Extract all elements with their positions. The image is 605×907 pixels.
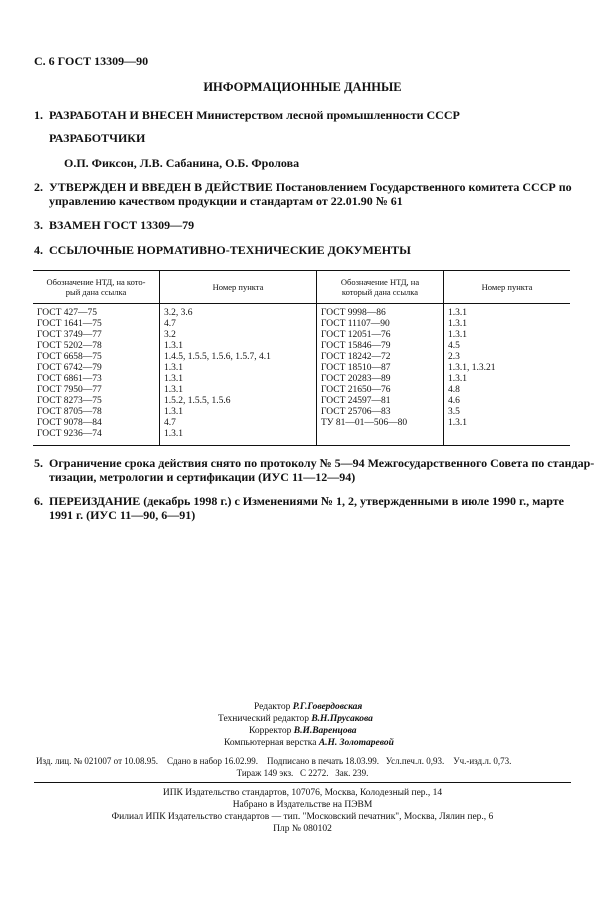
ntd-cell: ГОСТ 20283—89 bbox=[317, 374, 444, 385]
section-5-number: 5. bbox=[34, 456, 43, 470]
table-row bbox=[33, 330, 570, 341]
ntd-cell: ГОСТ 11107—90 bbox=[317, 319, 444, 330]
section-2-number: 2. bbox=[34, 180, 43, 194]
section-1 bbox=[34, 108, 460, 122]
clause-cell: 2.3 bbox=[448, 352, 460, 362]
editor-label: Редактор bbox=[254, 702, 293, 712]
publisher-line-2: Набрано в Издательстве на ПЭВМ bbox=[232, 800, 373, 810]
ntd-cell: ГОСТ 24597—81 bbox=[317, 396, 444, 407]
clause-cell: 1.3.1 bbox=[160, 429, 317, 446]
section-2-text-line2: управлению качеством продукции и стандартам от 22.01.90 № 61 bbox=[49, 194, 403, 208]
section-6-lead: ПЕРЕИЗДАНИЕ bbox=[49, 494, 141, 508]
section-5-line2: тизации, метрологии и сертификации (ИУС 11—12—94) bbox=[49, 470, 356, 484]
ntd-cell: ГОСТ 7950—77 bbox=[33, 385, 160, 396]
ntd-cell: ГОСТ 9078—84 bbox=[33, 418, 160, 429]
ntd-cell: ТУ 81—01—506—80 bbox=[317, 418, 444, 429]
header-text: Обозначение НТД, на bbox=[340, 277, 420, 287]
section-3 bbox=[34, 218, 194, 232]
clause-cell: 4.5 bbox=[448, 341, 460, 351]
clause-cell: 1.3.1 bbox=[160, 374, 317, 385]
publisher-line-4: Плр № 080102 bbox=[273, 824, 332, 834]
section-5 bbox=[34, 456, 594, 470]
clause-cell: 1.3.1 bbox=[160, 407, 317, 418]
table-row bbox=[33, 304, 570, 320]
clause-cell: 1.3.1, 1.3.21 bbox=[448, 363, 496, 373]
table-row bbox=[33, 341, 570, 352]
header-text: Обозначение НТД, на кото- bbox=[46, 277, 146, 287]
section-6-number: 6. bbox=[34, 494, 43, 508]
developers-label: РАЗРАБОТЧИКИ bbox=[49, 131, 146, 145]
imprint-circulation: Тираж 149 экз. С 2272. Зак. 239. bbox=[236, 768, 369, 778]
section-4-number: 4. bbox=[34, 243, 43, 257]
clause-cell: 4.7 bbox=[160, 418, 317, 429]
corrector-label: Корректор bbox=[249, 726, 294, 736]
header-text: который дана ссылка bbox=[341, 287, 419, 297]
section-4 bbox=[34, 243, 411, 257]
section-3-number: 3. bbox=[34, 218, 43, 232]
table-row bbox=[33, 396, 570, 407]
clause-cell: 1.3.1 bbox=[448, 308, 467, 318]
imprint-tech-editor bbox=[218, 714, 373, 724]
ntd-cell: ГОСТ 8705—78 bbox=[33, 407, 160, 418]
table-row bbox=[33, 363, 570, 374]
ntd-cell: ГОСТ 1641—75 bbox=[33, 319, 160, 330]
table-row bbox=[33, 385, 570, 396]
header-text: рый дана ссылка bbox=[65, 287, 127, 297]
imprint-layout bbox=[224, 738, 394, 748]
section-1-text: Министерством лесной промышленности СССР bbox=[193, 108, 460, 122]
ntd-cell: ГОСТ 18242—72 bbox=[317, 352, 444, 363]
corrector-name: В.И.Варенцова bbox=[293, 726, 357, 736]
table-row bbox=[33, 374, 570, 385]
clause-cell: 1.3.1 bbox=[160, 363, 317, 374]
ntd-cell: ГОСТ 6658—75 bbox=[33, 352, 160, 363]
ntd-cell: ГОСТ 8273—75 bbox=[33, 396, 160, 407]
publisher-line-1: ИПК Издательство стандартов, 107076, Москва, Колодезный пер., 14 bbox=[162, 788, 443, 798]
clause-cell: 1.3.1 bbox=[448, 418, 467, 428]
table-header-clause-2: Номер пункта bbox=[444, 271, 571, 304]
clause-cell: 1.3.1 bbox=[160, 341, 317, 352]
ntd-cell: ГОСТ 6861—73 bbox=[33, 374, 160, 385]
clause-cell: 3.2 bbox=[160, 330, 317, 341]
developers-list: О.П. Фиксон, Л.В. Сабанина, О.Б. Фролова bbox=[64, 156, 300, 170]
ntd-cell: ГОСТ 18510—87 bbox=[317, 363, 444, 374]
imprint-divider bbox=[34, 782, 571, 783]
table-row bbox=[33, 352, 570, 363]
ntd-cell: ГОСТ 427—75 bbox=[33, 304, 160, 320]
table-row bbox=[33, 319, 570, 330]
ntd-cell: ГОСТ 25706—83 bbox=[317, 407, 444, 418]
ntd-cell bbox=[317, 429, 444, 446]
ntd-cell: ГОСТ 15846—79 bbox=[317, 341, 444, 352]
clause-cell: 3.5 bbox=[448, 407, 460, 417]
page-title: ИНФОРМАЦИОННЫЕ ДАННЫЕ bbox=[203, 80, 402, 94]
page-header: С. 6 ГОСТ 13309—90 bbox=[34, 54, 149, 68]
ntd-cell: ГОСТ 9998—86 bbox=[317, 304, 444, 320]
tech-editor-name: В.Н.Прусакова bbox=[311, 714, 373, 724]
section-3-text: ВЗАМЕН ГОСТ 13309—79 bbox=[49, 218, 195, 232]
section-6-line2: 1991 г. (ИУС 11—90, 6—91) bbox=[49, 508, 196, 522]
clause-cell: 1.3.1 bbox=[448, 319, 467, 329]
clause-cell: 1.5.2, 1.5.5, 1.5.6 bbox=[160, 396, 317, 407]
section-6-line1: (декабрь 1998 г.) с Изменениями № 1, 2, утвержденными в июле 1990 г., марте bbox=[140, 494, 564, 508]
clause-cell: 1.3.1 bbox=[448, 374, 467, 384]
section-5-line1: Ограничение срока действия снято по протоколу № 5—94 Межгосударственного Совета по стандар- bbox=[49, 456, 595, 470]
section-2 bbox=[34, 180, 572, 194]
clause-cell: 4.6 bbox=[448, 396, 460, 406]
table-row bbox=[33, 418, 570, 429]
publisher-line-3: Филиал ИПК Издательство стандартов — тип. "Московский печатник", Москва, Лялин пер., 6 bbox=[111, 812, 494, 822]
ntd-cell: ГОСТ 12051—76 bbox=[317, 330, 444, 341]
layout-name: А.Н. Золотаревой bbox=[318, 738, 394, 748]
table-header-clause-1: Номер пункта bbox=[160, 271, 317, 304]
table-header-ntd-1 bbox=[33, 271, 160, 304]
tech-editor-label: Технический редактор bbox=[218, 714, 312, 724]
section-1-number: 1. bbox=[34, 108, 43, 122]
ntd-cell: ГОСТ 9236—74 bbox=[33, 429, 160, 446]
imprint-print-details: Изд. лиц. № 021007 от 10.08.95. Сдано в набор 16.02.99. Подписано в печать 18.03.99. Усл.печ.л. 0,93. Уч.-изд.л. 0,73. bbox=[36, 756, 512, 766]
section-4-text: ССЫЛОЧНЫЕ НОРМАТИВНО-ТЕХНИЧЕСКИЕ ДОКУМЕНТЫ bbox=[49, 243, 411, 257]
clause-cell: 1.3.1 bbox=[160, 385, 317, 396]
section-1-lead: РАЗРАБОТАН И ВНЕСЕН bbox=[49, 108, 194, 122]
imprint-editor bbox=[254, 702, 362, 712]
editor-name: Р.Г.Говердовская bbox=[292, 702, 363, 712]
clause-cell: 1.4.5, 1.5.5, 1.5.6, 1.5.7, 4.1 bbox=[160, 352, 317, 363]
table-row bbox=[33, 429, 570, 446]
ntd-cell: ГОСТ 3749—77 bbox=[33, 330, 160, 341]
layout-label: Компьютерная верстка bbox=[224, 738, 319, 748]
ntd-cell: ГОСТ 21650—76 bbox=[317, 385, 444, 396]
section-2-lead: УТВЕРЖДЕН И ВВЕДЕН В ДЕЙСТВИЕ bbox=[49, 180, 273, 194]
clause-cell: 4.7 bbox=[160, 319, 317, 330]
ntd-cell: ГОСТ 6742—79 bbox=[33, 363, 160, 374]
table-row bbox=[33, 407, 570, 418]
clause-cell: 4.8 bbox=[448, 385, 460, 395]
table-header-ntd-2 bbox=[317, 271, 444, 304]
clause-cell bbox=[444, 429, 571, 446]
table-header-row bbox=[33, 271, 570, 304]
imprint-corrector bbox=[249, 726, 357, 736]
references-table bbox=[33, 270, 570, 446]
clause-cell: 3.2, 3.6 bbox=[160, 304, 317, 320]
section-2-text-line1: Постановлением Государственного комитета СССР по bbox=[272, 180, 572, 194]
ntd-cell: ГОСТ 5202—78 bbox=[33, 341, 160, 352]
section-6 bbox=[34, 494, 564, 508]
clause-cell: 1.3.1 bbox=[448, 330, 467, 340]
